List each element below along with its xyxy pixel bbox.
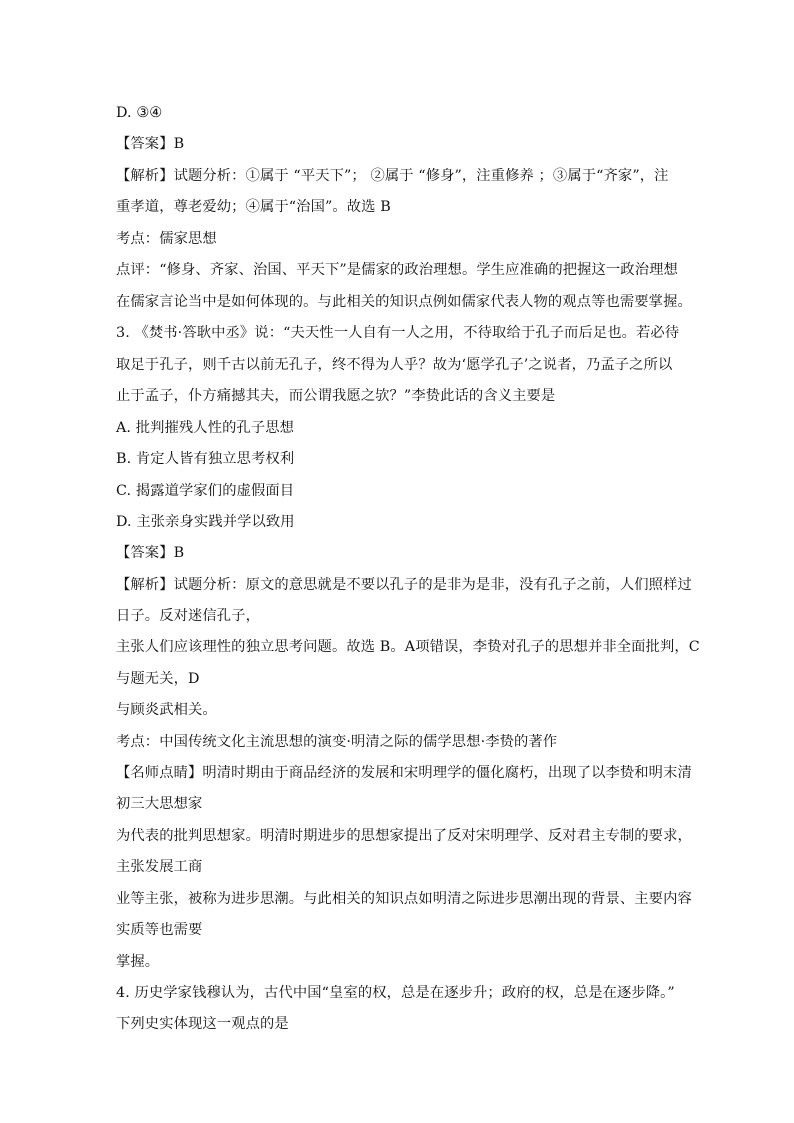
- option-c-q3: C. 揭露道学家们的虚假面目: [116, 483, 295, 499]
- option-a-q3: A. 批判摧残人性的孔子思想: [116, 420, 295, 436]
- teacher-tip-line6: 实质等也需要: [116, 922, 203, 938]
- option-b-q3: B. 肯定人皆有独立思考权利: [116, 451, 295, 467]
- teacher-tip-line2: 初三大思想家: [116, 796, 203, 812]
- analysis-q3-line1: 【解析】试题分析：原文的意思就是不要以孔子的是非为是非，没有孔子之前，人们照样过: [116, 577, 692, 593]
- analysis-q3-line4: 与题无关，D: [116, 671, 200, 687]
- keypoint-q2: 考点：儒家思想: [116, 231, 217, 247]
- question-3-line1: 3. 《焚书·答耿中丞》说：“夫天性一人自有一人之用，不待取给于孔子而后足也。若必待: [116, 325, 680, 341]
- analysis-q2-line1: 【解析】试题分析：①属于 “平天下”； ②属于 “修身”，注重修养 ；③属于“齐家”，注: [116, 168, 669, 184]
- question-4-line1: 4. 历史学家钱穆认为，古代中国“皇室的权，总是在逐步升；政府的权，总是在逐步降。”: [116, 985, 675, 1001]
- question-3-line3: 止于孟子，仆方痛撼其夫，而公谓我愿之欤？”李贽此话的含义主要是: [116, 388, 556, 404]
- answer-q2: 【答案】B: [116, 136, 185, 152]
- analysis-q3-line5: 与顾炎武相关。: [116, 702, 217, 718]
- analysis-q3-line3: 主张人们应该理性的独立思考问题。故选 B。A项错误，李贽对孔子的思想并非全面批判，C: [116, 639, 700, 655]
- teacher-tip-line4: 主张发展工商: [116, 859, 203, 875]
- teacher-tip-line3: 为代表的批判思想家。明清时期进步的思想家提出了反对宋明理学、反对君主专制的要求，: [116, 828, 692, 844]
- teacher-tip-line1: 【名师点睛】明清时期由于商品经济的发展和宋明理学的僵化腐朽，出现了以李贽和明末清: [116, 765, 692, 781]
- answer-q3: 【答案】B: [116, 545, 185, 561]
- analysis-q2-line2: 重孝道，尊老爱幼；④属于“治国”。故选 B: [116, 199, 391, 215]
- analysis-q3-line2: 日子。反对迷信孔子，: [116, 608, 260, 624]
- teacher-tip-line5: 业等主张，被称为进步思潮。与此相关的知识点如明清之际进步思潮出现的背景、主要内容: [116, 891, 692, 907]
- comment-q2-line2: 在儒家言论当中是如何体现的。与此相关的知识点例如儒家代表人物的观点等也需要掌握。: [116, 294, 692, 310]
- teacher-tip-line7: 掌握。: [116, 954, 160, 970]
- option-d-q3: D. 主张亲身实践并学以致用: [116, 514, 295, 530]
- option-d-q2: D. ③④: [116, 105, 163, 121]
- question-3-line2: 取足于孔子，则千古以前无孔子，终不得为人乎？故为‘愿学孔子’之说者，乃孟子之所以: [116, 357, 673, 373]
- comment-q2-line1: 点评：“修身、齐家、治国、平天下”是儒家的政治理想。学生应准确的把握这一政治理想: [116, 262, 678, 278]
- keypoint-q3: 考点：中国传统文化主流思想的演变·明清之际的儒学思想·李贽的著作: [116, 734, 558, 750]
- question-4-line2: 下列史实体现这一观点的是: [116, 1016, 289, 1032]
